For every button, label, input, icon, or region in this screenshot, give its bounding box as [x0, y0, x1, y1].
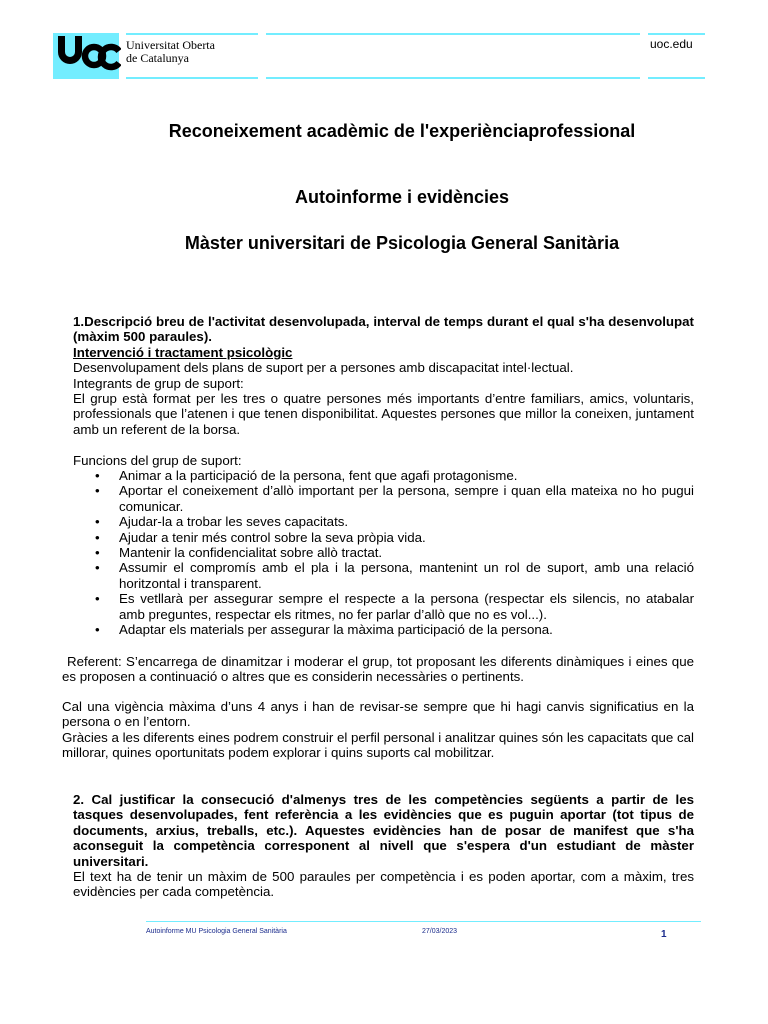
footer-rule	[146, 921, 701, 922]
page-number: 1	[661, 929, 667, 940]
document-subtitle: Autoinforme i evidències	[294, 187, 510, 207]
footer-document-name: Autoinforme MU Psicologia General Sanitària	[146, 928, 287, 935]
vigencia-paragraph: Cal una vigència màxima d’uns 4 anys i han de revisar-se sempre que hi hagi canvis significatius en la persona o en l’entorn.	[62, 699, 694, 730]
section-2-heading: 2. Cal justificar la consecució d'almenys tres de les competències següents a partir de les tasques desenvolupades, fent referència a les evidències que es puguin aportar (tot tipus de documents, arxius, treballs, etc.). Aquestes evidències han de posar de manifest que s'ha aconseguit la competència corresponent al nivell que s'espera d'un estudiant de màster universitari.	[73, 792, 694, 869]
university-name-line1: Universitat Oberta	[126, 38, 215, 52]
website-link[interactable]: uoc.edu	[650, 37, 693, 51]
uoc-logo-icon	[55, 30, 121, 76]
list-item: • Assumir el compromís amb el pla i la persona, mantenint un rol de suport, amb una relació horitzontal i transparent.	[73, 560, 694, 591]
gracies-paragraph: Gràcies a les diferents eines podrem construir el perfil personal i analitzar quines són les capacitats que cal millorar, quines oportunitats podem explorar i quins suports cal mobilitzar.	[62, 729, 694, 761]
functions-label: Funcions del grup de suport:	[73, 452, 242, 468]
header-rule-top-middle	[266, 33, 640, 35]
referent-block	[62, 654, 694, 685]
list-item: • Animar a la participació de la persona, fent que agafi protagonisme.	[73, 468, 694, 483]
uoc-logo	[55, 30, 121, 88]
university-name	[126, 39, 215, 65]
section-1-heading: 1.Descripció breu de l'activitat desenvolupada, interval de temps durant el qual s'ha desenvolupat (màxim 500 paraules).	[73, 314, 694, 345]
section-2	[73, 792, 694, 900]
section-1-paragraph: Integrants de grup de suport:	[73, 375, 244, 391]
functions-list	[73, 468, 694, 637]
header-rule-top-left	[126, 33, 258, 35]
closing-block	[62, 699, 694, 761]
program-title: Màster universitari de Psicologia General Sanitària	[184, 233, 620, 253]
list-item: • Aportar el coneixement d’allò important per la persona, sempre i quan ella mateixa no ho pugui comunicar.	[73, 483, 694, 514]
university-name-line2: de Catalunya	[126, 51, 189, 65]
list-item: • Mantenir la confidencialitat sobre allò tractat.	[73, 545, 694, 560]
section-1-paragraph: El grup està format per les tres o quatre persones més importants d’entre familiars, amics, voluntaris, professionals que l’atenen i que tenen disponibilitat. Aquestes persones que millor la coneixen, juntament amb un referent de la borsa.	[73, 391, 694, 437]
section-2-paragraph: El text ha de tenir un màxim de 500 paraules per competència i es poden aportar, com a màxim, tres evidències per cada competència.	[73, 869, 694, 900]
document-title: Reconeixement acadèmic de l'experiènciaprofessional	[168, 121, 636, 141]
section-1-subheading: Intervenció i tractament psicològic	[73, 344, 293, 360]
footer-date: 27/03/2023	[422, 928, 458, 935]
referent-paragraph: Referent: S’encarrega de dinamitzar i moderar el grup, tot proposant les diferents dinàmiques i eines que es proposen a continuació o altres que es considerin necessàries o pertinents.	[62, 654, 694, 685]
list-item: • Adaptar els materials per assegurar la màxima participació de la persona.	[73, 622, 694, 637]
list-item: • Es vetllarà per assegurar sempre el respecte a la persona (respectar els silencis, no atabalar amb preguntes, respectar els ritmes, no fer parlar d’allò que no es vol...).	[73, 591, 694, 622]
spacer	[73, 437, 694, 452]
header-rule-top-right	[648, 33, 705, 35]
header-rule-bottom-middle	[266, 77, 640, 79]
header-rule-bottom-left	[126, 77, 258, 79]
spacer	[73, 638, 694, 653]
section-1-paragraph: Desenvolupament dels plans de suport per a persones amb discapacitat intel·lectual.	[73, 360, 574, 376]
section-1	[73, 314, 694, 653]
list-item: • Ajudar-la a trobar les seves capacitats.	[73, 514, 694, 529]
list-item: • Ajudar a tenir més control sobre la seva pròpia vida.	[73, 530, 694, 545]
header-rule-bottom-right	[648, 77, 705, 79]
